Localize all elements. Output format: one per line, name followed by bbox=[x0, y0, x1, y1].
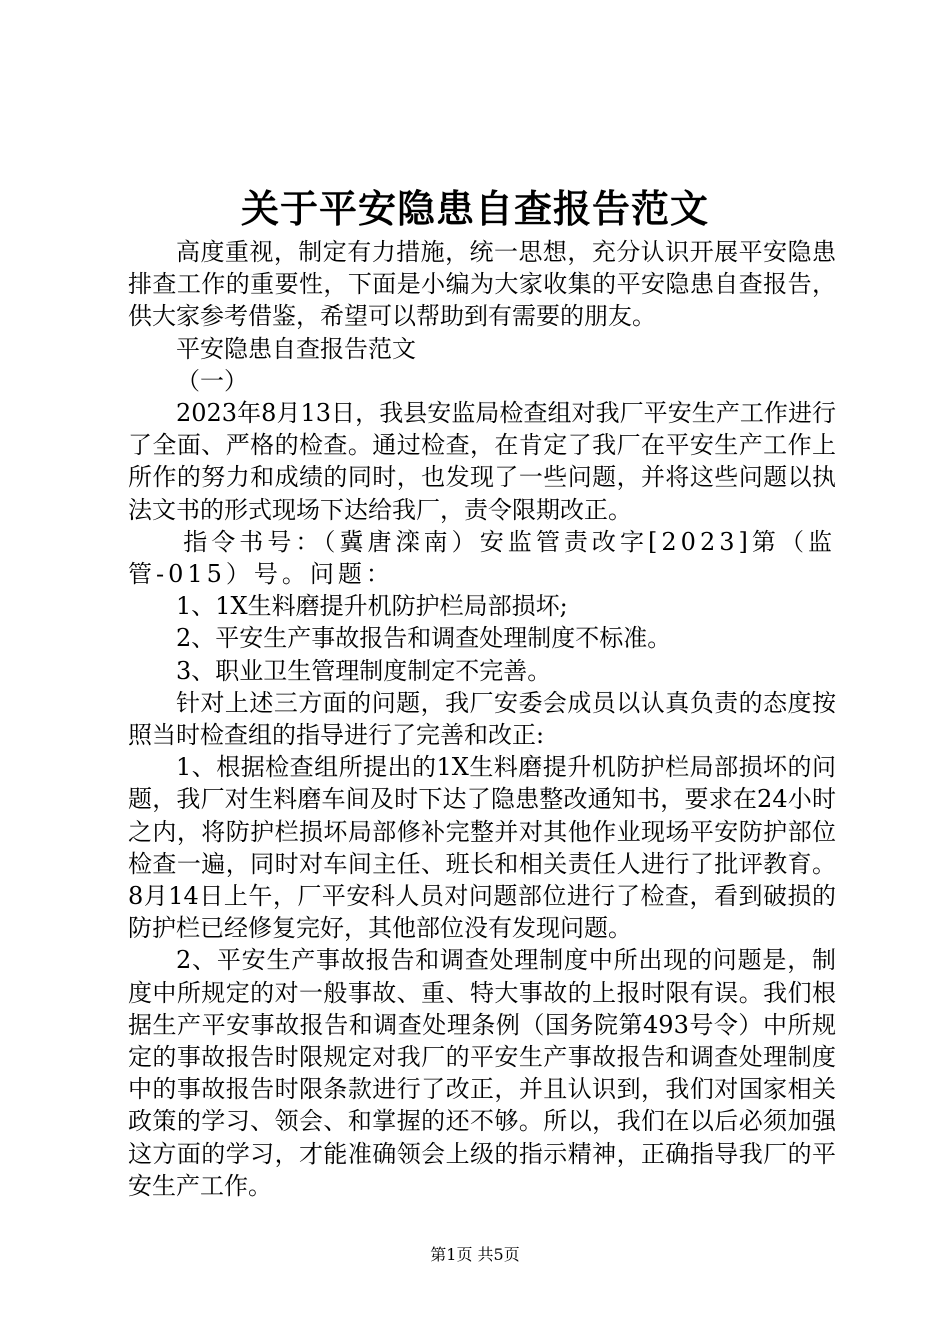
section-number: （一） bbox=[176, 366, 248, 395]
document-title: 关于平安隐患自查报告范文 bbox=[240, 186, 709, 231]
body-paragraph: 1、根据检查组所提出的1X生料磨提升机防护栏局部损坏的问题，我厂对生料磨车间及时下达了隐患整改通知书，要求在24小时之内，将防护栏损坏局部修补完整并对其他作业现场平安防护部位检查一遍，同时对车间主任、班长和相关责任人进行了批评教育。8月14日上午，厂平安科人员对问题部位进行了检查，看到破损的防护栏已经修复完好，其他部位没有发现问题。 bbox=[128, 753, 836, 943]
body-paragraph: 2、平安生产事故报告和调查处理制度中所出现的问题是，制度中所规定的对一般事故、重、特大事故的上报时限有误。我们根据生产平安事故报告和调查处理条例（国务院第493号令）中所规定的事故报告时限规定对我厂的平安生产事故报告和调查处理制度中的事故报告时限条款进行了改正，并且认识到，我们对国家相关政策的学习、领会、和掌握的还不够。所以，我们在以后必须加强这方面的学习，才能准确领会上级的指示精神，正确指导我厂的平安生产工作。 bbox=[128, 946, 836, 1200]
body-paragraph: 2023年8月13日，我县安监局检查组对我厂平安生产工作进行了全面、严格的检查。通过检查，在肯定了我厂在平安生产工作上所作的努力和成绩的同时，也发现了一些问题，并将这些问题以执法文书的形式现场下达给我厂，责令限期改正。 bbox=[128, 399, 836, 524]
issue-item: 2、平安生产事故报告和调查处理制度不标准。 bbox=[176, 624, 672, 653]
document-body bbox=[128, 236, 836, 1202]
issue-item: 1、1X生料磨提升机防护栏局部损坏; bbox=[176, 592, 568, 621]
page-footer: 第1页 共5页 bbox=[430, 1245, 520, 1264]
issue-item: 3、职业卫生管理制度制定不完善。 bbox=[176, 656, 552, 685]
intro-paragraph: 高度重视，制定有力措施，统一思想，充分认识开展平安隐患排查工作的重要性，下面是小编为大家收集的平安隐患自查报告，供大家参考借鉴，希望可以帮助到有需要的朋友。 bbox=[128, 238, 836, 331]
body-paragraph: 针对上述三方面的问题，我厂安委会成员以认真负责的态度按照当时检查组的指导进行了完善和改正: bbox=[128, 688, 836, 750]
directive-number-paragraph: 指令书号：（冀唐滦南）安监管责改字[2023]第（监管-015）号。问题： bbox=[128, 527, 836, 589]
section-heading: 平安隐患自查报告范文 bbox=[176, 334, 416, 363]
